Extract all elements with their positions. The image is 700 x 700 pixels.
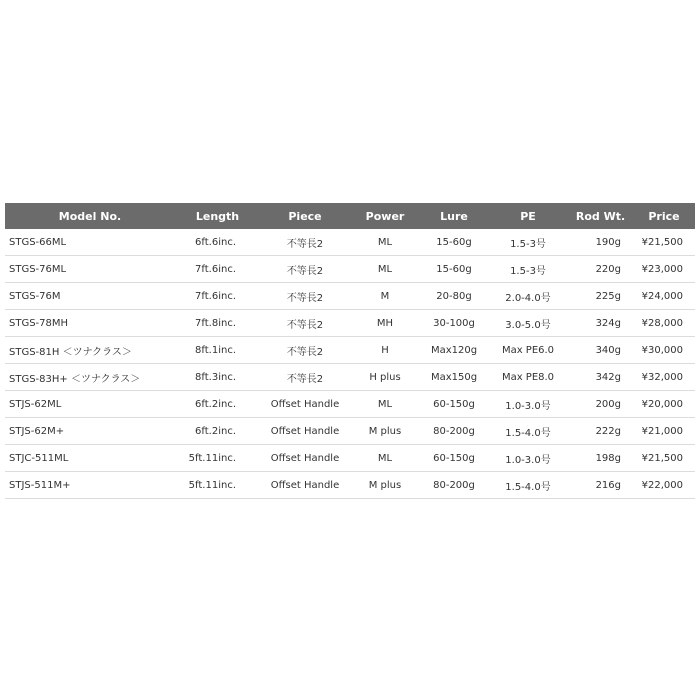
cell-price: ¥20,000 (633, 391, 695, 418)
header-price: Price (633, 203, 695, 229)
table-row (5, 418, 695, 445)
cell-length: 7ft.8inc. (175, 310, 260, 337)
cell-piece: Offset Handle (260, 445, 350, 472)
cell-price: ¥22,000 (633, 472, 695, 499)
cell-piece: 不等長2 (260, 364, 350, 391)
cell-rod-wt: 225g (568, 283, 633, 310)
cell-pe: 1.0-3.0号 (488, 391, 568, 418)
cell-model: STGS-83H+ ＜ツナクラス＞ (5, 364, 175, 391)
cell-rod-wt: 324g (568, 310, 633, 337)
cell-piece: Offset Handle (260, 391, 350, 418)
cell-pe: 2.0-4.0号 (488, 283, 568, 310)
cell-length: 6ft.2inc. (175, 391, 260, 418)
cell-length: 7ft.6inc. (175, 256, 260, 283)
cell-model: STGS-76M (5, 283, 175, 310)
cell-pe: 1.5-3号 (488, 256, 568, 283)
cell-piece: Offset Handle (260, 472, 350, 499)
spec-table (5, 203, 695, 499)
cell-pe: 1.0-3.0号 (488, 445, 568, 472)
cell-price: ¥21,500 (633, 445, 695, 472)
cell-lure: 60-150g (420, 445, 488, 472)
table-row (5, 310, 695, 337)
cell-price: ¥21,500 (633, 229, 695, 256)
cell-power: ML (350, 445, 420, 472)
cell-lure: 30-100g (420, 310, 488, 337)
cell-length: 6ft.2inc. (175, 418, 260, 445)
cell-power: M (350, 283, 420, 310)
header-piece: Piece (260, 203, 350, 229)
cell-lure: 15-60g (420, 229, 488, 256)
cell-model: STGS-81H ＜ツナクラス＞ (5, 337, 175, 364)
cell-pe: Max PE8.0 (488, 364, 568, 391)
cell-power: ML (350, 256, 420, 283)
cell-pe: 1.5-4.0号 (488, 418, 568, 445)
cell-model: STJS-62ML (5, 391, 175, 418)
cell-rod-wt: 200g (568, 391, 633, 418)
cell-power: ML (350, 391, 420, 418)
cell-price: ¥23,000 (633, 256, 695, 283)
cell-length: 6ft.6inc. (175, 229, 260, 256)
cell-pe: 1.5-4.0号 (488, 472, 568, 499)
cell-lure: 80-200g (420, 418, 488, 445)
cell-pe: Max PE6.0 (488, 337, 568, 364)
header-row (5, 203, 695, 229)
cell-pe: 3.0-5.0号 (488, 310, 568, 337)
table-body (5, 229, 695, 499)
table-row (5, 229, 695, 256)
table-row (5, 337, 695, 364)
cell-power: H plus (350, 364, 420, 391)
cell-rod-wt: 216g (568, 472, 633, 499)
table-row (5, 283, 695, 310)
header-rod-wt: Rod Wt. (568, 203, 633, 229)
cell-piece: 不等長2 (260, 229, 350, 256)
table-row (5, 256, 695, 283)
cell-model: STGS-78MH (5, 310, 175, 337)
cell-length: 8ft.3inc. (175, 364, 260, 391)
cell-length: 5ft.11inc. (175, 472, 260, 499)
table-row (5, 364, 695, 391)
cell-piece: 不等長2 (260, 337, 350, 364)
table-row (5, 391, 695, 418)
cell-lure: 60-150g (420, 391, 488, 418)
cell-price: ¥30,000 (633, 337, 695, 364)
cell-price: ¥21,000 (633, 418, 695, 445)
cell-model: STGS-66ML (5, 229, 175, 256)
cell-price: ¥24,000 (633, 283, 695, 310)
cell-lure: Max150g (420, 364, 488, 391)
cell-lure: Max120g (420, 337, 488, 364)
table-row (5, 445, 695, 472)
cell-model: STJS-511M+ (5, 472, 175, 499)
cell-rod-wt: 222g (568, 418, 633, 445)
cell-lure: 15-60g (420, 256, 488, 283)
cell-piece: 不等長2 (260, 256, 350, 283)
cell-rod-wt: 342g (568, 364, 633, 391)
cell-model: STJS-62M+ (5, 418, 175, 445)
cell-piece: 不等長2 (260, 310, 350, 337)
cell-model: STGS-76ML (5, 256, 175, 283)
header-model: Model No. (5, 203, 175, 229)
table-header (5, 203, 695, 229)
cell-rod-wt: 198g (568, 445, 633, 472)
header-power: Power (350, 203, 420, 229)
cell-model: STJC-511ML (5, 445, 175, 472)
cell-rod-wt: 220g (568, 256, 633, 283)
cell-lure: 80-200g (420, 472, 488, 499)
cell-price: ¥32,000 (633, 364, 695, 391)
cell-price: ¥28,000 (633, 310, 695, 337)
table-row (5, 472, 695, 499)
header-length: Length (175, 203, 260, 229)
cell-piece: Offset Handle (260, 418, 350, 445)
cell-length: 7ft.6inc. (175, 283, 260, 310)
cell-power: M plus (350, 418, 420, 445)
cell-piece: 不等長2 (260, 283, 350, 310)
cell-power: H (350, 337, 420, 364)
cell-power: M plus (350, 472, 420, 499)
cell-rod-wt: 190g (568, 229, 633, 256)
header-lure: Lure (420, 203, 488, 229)
cell-lure: 20-80g (420, 283, 488, 310)
header-pe: PE (488, 203, 568, 229)
cell-length: 5ft.11inc. (175, 445, 260, 472)
cell-length: 8ft.1inc. (175, 337, 260, 364)
cell-pe: 1.5-3号 (488, 229, 568, 256)
cell-rod-wt: 340g (568, 337, 633, 364)
cell-power: MH (350, 310, 420, 337)
cell-power: ML (350, 229, 420, 256)
